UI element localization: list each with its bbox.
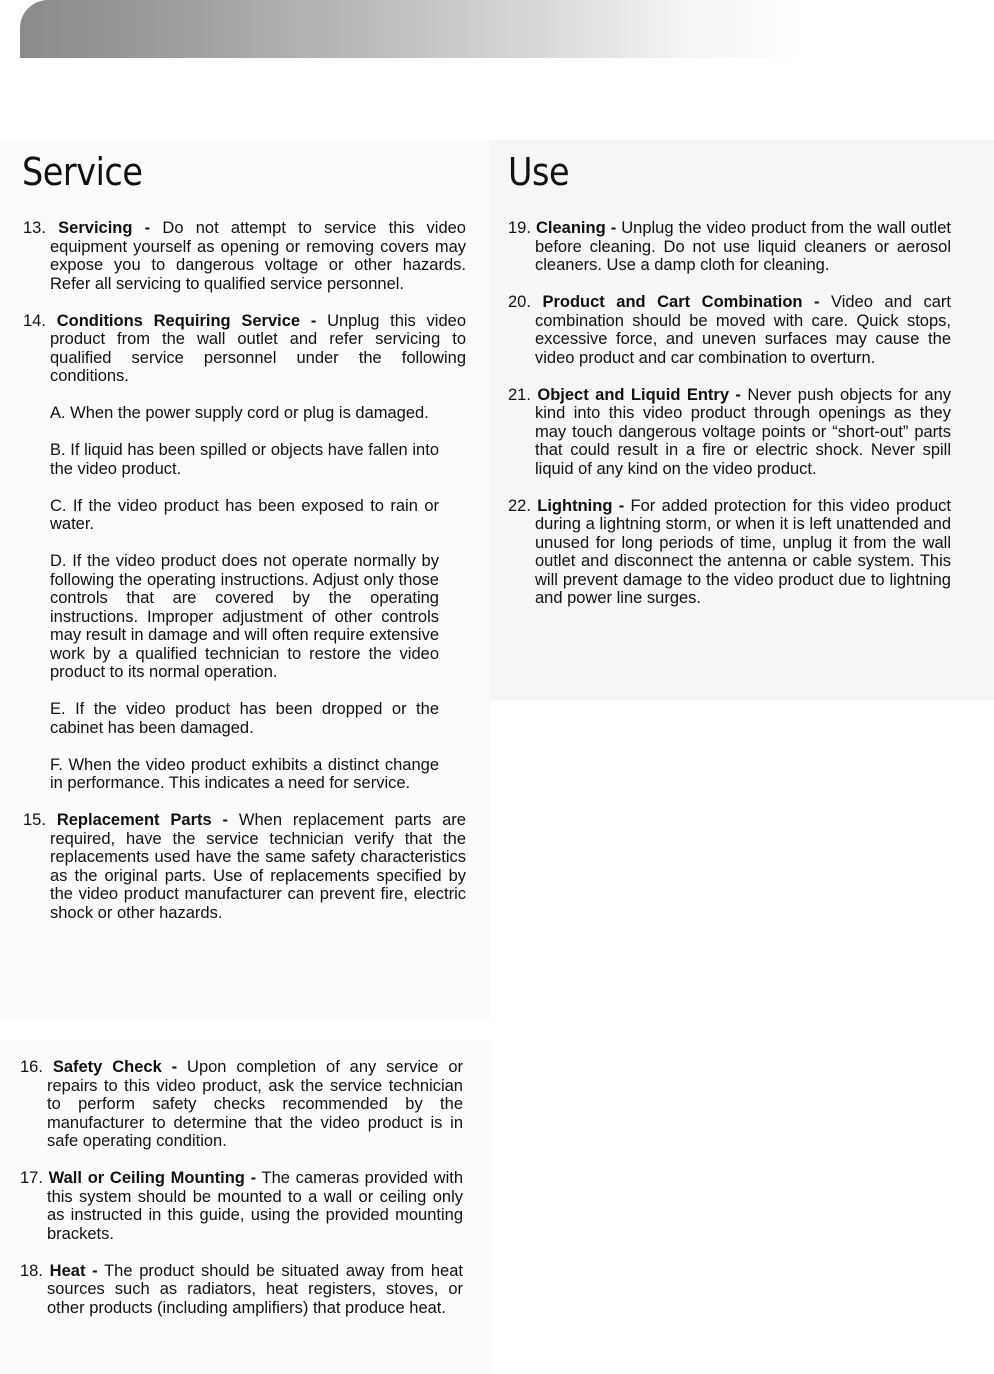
service-heading: Service [22,150,143,194]
header-gradient-bar [20,0,800,58]
service-column-lower [20,1058,463,1336]
list-item: 15. Replacement Parts - When replacement parts are required, have the service technician verify that the replacements used have the same safety characteristics as the original parts. Use of replacements specified by the video product manufacturer can prevent fire, electric shock or other hazards. [23,811,466,922]
use-heading: Use [508,150,570,194]
list-item: 22. Lightning - For added protection for this video product during a lightning storm, or when it is left unattended and unused for long periods of time, unplug it from the wall outlet and disconnect the antenna or cable system. This will prevent damage to the video product due to lightning and power line surges. [508,496,951,607]
condition-subitem: C. If the video product has been exposed to rain or water. [50,496,439,533]
condition-subitem: D. If the video product does not operate normally by following the operating instructions. Adjust only those controls that are covered by the operating instructions. Improper adjustment of other controls may result in damage and will often require extensive work by a qualified technician to restore the video product to its normal operation. [50,552,439,681]
list-item: 21. Object and Liquid Entry - Never push objects for any kind into this video product through openings as they may touch dangerous voltage points or “short-out” parts that could result in a fire or electric shock. Never spill liquid of any kind on the video product. [508,385,951,478]
list-item: 20. Product and Cart Combination - Video and cart combination should be moved with care. Quick stops, excessive force, and uneven surfaces may cause the video product and car combination to overturn. [508,293,951,367]
use-column [508,219,951,626]
condition-subitem: B. If liquid has been spilled or objects have fallen into the video product. [50,441,439,478]
condition-subitem: F. When the video product exhibits a distinct change in performance. This indicates a need for service. [50,755,439,792]
list-item: 14. Conditions Requiring Service - Unplug this video product from the wall outlet and refer servicing to qualified service personnel under the following conditions. [23,311,466,385]
service-column-upper [23,219,466,941]
list-item: 19. Cleaning - Unplug the video product from the wall outlet before cleaning. Do not use liquid cleaners or aerosol cleaners. Use a damp cloth for cleaning. [508,219,951,274]
list-item: 16. Safety Check - Upon completion of any service or repairs to this video product, ask the service technician to perform safety checks recommended by the manufacturer to determine that the video product is in safe operating condition. [20,1058,463,1150]
list-item: 18. Heat - The product should be situated away from heat sources such as radiators, heat registers, stoves, or other products (including amplifiers) that produce heat. [20,1261,463,1317]
list-item: 13. Servicing - Do not attempt to service this video equipment yourself as opening or removing covers may expose you to dangerous voltage or other hazards. Refer all servicing to qualified service personnel. [23,219,466,293]
list-item: 17. Wall or Ceiling Mounting - The cameras provided with this system should be mounted to a wall or ceiling only as instructed in this guide, using the provided mounting brackets. [20,1169,464,1243]
condition-subitem: E. If the video product has been dropped or the cabinet has been damaged. [50,700,439,737]
condition-subitem: A. When the power supply cord or plug is damaged. [50,404,429,422]
